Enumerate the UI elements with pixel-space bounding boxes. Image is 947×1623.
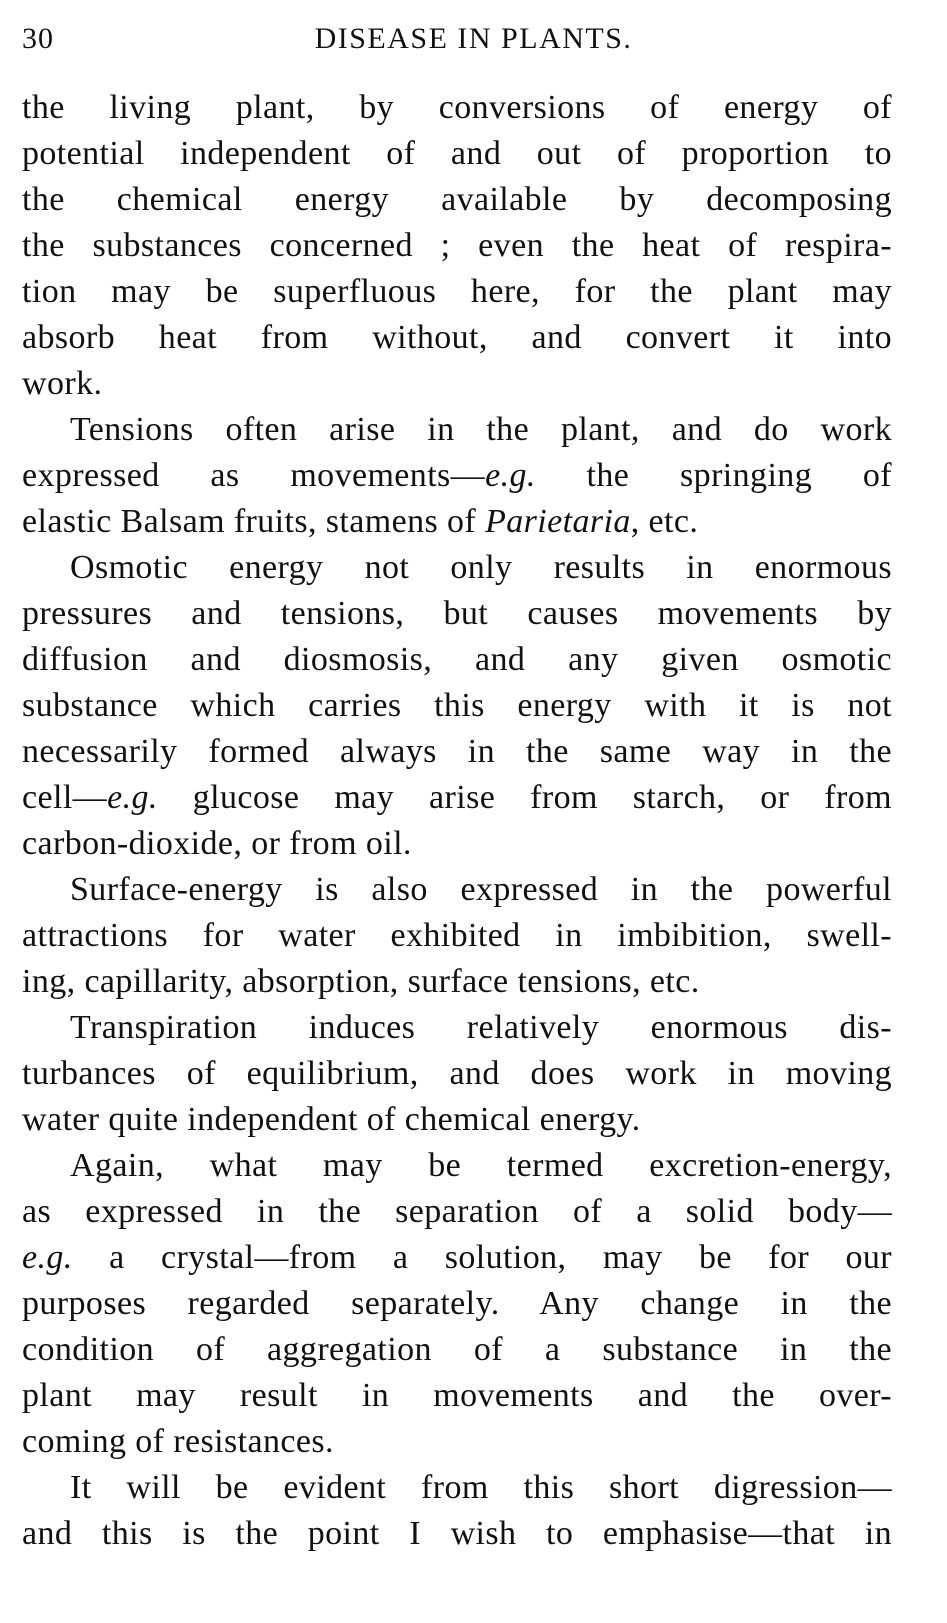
body-text xyxy=(22,85,892,1557)
text-run: a crystal—from a solution, may be for our xyxy=(72,1239,892,1276)
text-line xyxy=(22,269,892,315)
text-run: work. xyxy=(22,365,103,402)
italic-text: e.g. xyxy=(485,457,536,494)
paragraph xyxy=(22,1005,892,1143)
text-run: glucose may arise from starch, or from xyxy=(157,779,892,816)
text-line xyxy=(22,1235,892,1281)
text-run: and this is the point I wish to emphasise—that in xyxy=(22,1515,892,1552)
text-run: Osmotic energy not only results in enormous xyxy=(70,549,892,586)
text-line xyxy=(22,637,892,683)
text-run: pressures and tensions, but causes movements by xyxy=(22,595,892,632)
text-run: substance which carries this energy with it is not xyxy=(22,687,892,724)
text-run: the springing of xyxy=(535,457,892,494)
text-line xyxy=(22,315,892,361)
text-run: Transpiration induces relatively enormous dis- xyxy=(70,1009,892,1046)
text-line xyxy=(22,913,892,959)
text-line xyxy=(22,1419,892,1465)
text-run: elastic Balsam fruits, stamens of xyxy=(22,503,486,540)
text-line xyxy=(22,223,892,269)
text-line xyxy=(22,591,892,637)
paragraph xyxy=(22,85,892,407)
text-line xyxy=(22,131,892,177)
paragraph xyxy=(22,545,892,867)
text-line xyxy=(22,85,892,131)
text-line xyxy=(22,1511,892,1557)
text-line xyxy=(22,1005,892,1051)
text-run: coming of resistances. xyxy=(22,1423,334,1460)
text-line xyxy=(22,177,892,223)
text-line xyxy=(22,1097,892,1143)
text-run: tion may be superfluous here, for the plant may xyxy=(22,273,892,310)
text-run: necessarily formed always in the same way in the xyxy=(22,733,892,770)
text-run: purposes regarded separately. Any change in the xyxy=(22,1285,892,1322)
text-line xyxy=(22,1373,892,1419)
text-run: cell— xyxy=(22,779,108,816)
text-run: , etc. xyxy=(630,503,699,540)
text-run: Again, what may be termed excretion-energy, xyxy=(70,1147,892,1184)
text-line xyxy=(22,729,892,775)
text-run: absorb heat from without, and convert it into xyxy=(22,319,892,356)
text-line xyxy=(22,361,892,407)
text-run: Surface-energy is also expressed in the powerful xyxy=(70,871,892,908)
text-run: Tensions often arise in the plant, and do work xyxy=(70,411,892,448)
text-run: condition of aggregation of a substance in the xyxy=(22,1331,892,1368)
italic-text: Parietaria xyxy=(485,503,631,540)
text-run: plant may result in movements and the over- xyxy=(22,1377,892,1414)
text-line xyxy=(22,499,892,545)
text-run: It will be evident from this short digression— xyxy=(70,1469,892,1506)
text-line xyxy=(22,1327,892,1373)
text-run: turbances of equilibrium, and does work in moving xyxy=(22,1055,892,1092)
italic-text: e.g. xyxy=(22,1239,73,1276)
text-run: the chemical energy available by decomposing xyxy=(22,181,892,218)
page-header-title: DISEASE IN PLANTS. xyxy=(314,22,633,55)
text-line xyxy=(22,821,892,867)
page-number: 30 xyxy=(22,22,54,55)
text-line xyxy=(22,453,892,499)
text-line xyxy=(22,407,892,453)
running-head xyxy=(22,14,925,64)
text-run: as expressed in the separation of a solid body— xyxy=(22,1193,892,1230)
text-run: potential independent of and out of proportion to xyxy=(22,135,892,172)
italic-text: e.g. xyxy=(107,779,158,816)
text-line xyxy=(22,1281,892,1327)
text-line xyxy=(22,775,892,821)
text-run: ing, capillarity, absorption, surface tensions, etc. xyxy=(22,963,700,1000)
text-line xyxy=(22,959,892,1005)
text-line xyxy=(22,1465,892,1511)
text-line xyxy=(22,867,892,913)
text-run: expressed as movements— xyxy=(22,457,486,494)
text-run: attractions for water exhibited in imbibition, swell- xyxy=(22,917,892,954)
text-line xyxy=(22,545,892,591)
paragraph xyxy=(22,867,892,1005)
text-run: carbon-dioxide, or from oil. xyxy=(22,825,412,862)
text-line xyxy=(22,683,892,729)
paragraph xyxy=(22,1143,892,1465)
paragraph xyxy=(22,1465,892,1557)
text-run: the living plant, by conversions of energy of xyxy=(22,89,892,126)
text-line xyxy=(22,1189,892,1235)
text-run: the substances concerned ; even the heat of respira- xyxy=(22,227,892,264)
text-run: water quite independent of chemical energy. xyxy=(22,1101,641,1138)
text-run: diffusion and diosmosis, and any given osmotic xyxy=(22,641,892,678)
paragraph xyxy=(22,407,892,545)
text-line xyxy=(22,1143,892,1189)
text-line xyxy=(22,1051,892,1097)
